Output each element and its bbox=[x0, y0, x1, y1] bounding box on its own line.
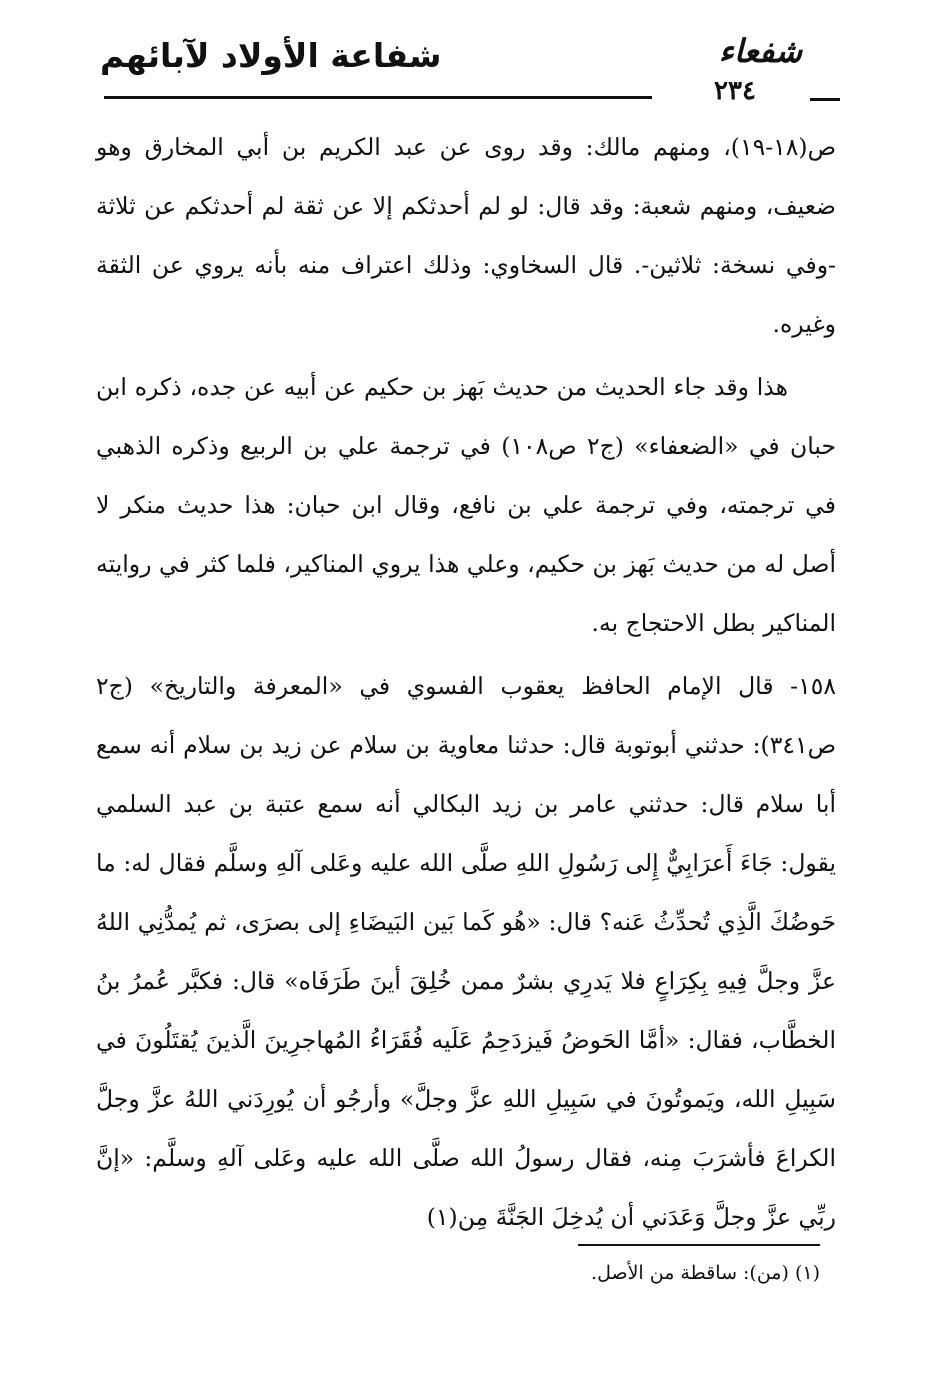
header-rule bbox=[104, 96, 652, 99]
footnote-rule bbox=[578, 1244, 820, 1246]
page-number: ٢٣٤ bbox=[714, 76, 756, 106]
paragraph-1: ص(١٨-١٩)، ومنهم مالك: وقد روى عن عبد الكريم بن أبي المخارق وهو ضعيف، ومنهم شعبة: وقد قال: لو لم أحدثكم إلا عن ثقة لم أحدثكم عن ثلاثة -وفي نسخة: ثلاثين-. قال السخاوي: وذلك اعتراف منه بأنه يروي عن الثقة وغيره. bbox=[96, 133, 836, 338]
paragraph-2: هذا وقد جاء الحديث من حديث بَهز بن حكيم عن أبيه عن جده، ذكره ابن حبان في «الضعفاء» (ج٢ ص١٠٨) في ترجمة علي بن الربيع وذكره الذهبي في ترجمته، وفي ترجمة علي بن نافع، وقال ابن حبان: هذا حديث منكر لا أصل له من حديث بَهز بن حكيم، وعلي هذا يروي المناكير، فلما كثر في روايته المناكير بطل الاحتجاج به. bbox=[96, 373, 836, 637]
paragraph-3: ١٥٨- قال الإمام الحافظ يعقوب الفسوي في «المعرفة والتاريخ» (ج٢ ص٣٤١): حدثني أبوتوبة قال: حدثنا معاوية بن سلام عن زيد بن سلام أنه سمع أبا سلام قال: حدثني عامر بن زيد البكالي أنه سمع عتبة بن عبد السلمي يقول: جَاءَ أَعرَابِيٌّ إِلى رَسُولِ اللهِ صلَّى الله عليه وعَلى آلهِ وسلَّم فقال له: ما حَوضُكَ الَّذِي تُحدِّثُ عَنه؟ قال: «هُو كَما بَين البَيضَاءِ إلى بصرَى، ثم يُمدُّنِي اللهُ عزَّ وجلَّ فِيهِ بِكِرَاعٍ فلا يَدرِي بشرٌ ممن خُلِقَ أينَ طَرَفَاه» قال: فكبَّر عُمرُ بنُ الخطَّاب، فقال: «أمَّا الحَوضُ فَيزدَحِمُ عَلَيه فُقَرَاءُ المُهاجرِينَ الَّذينَ يُقتَلُونَ في سَبِيلِ الله، ويَموتُونَ في سَبِيلِ اللهِ عزَّ وجلَّ» وأرجُو أن يُورِدَني اللهُ عزَّ وجلَّ الكراعَ فأشرَبَ مِنه، فقال رسولُ الله صلَّى الله عليه وعَلى آلهِ وسلَّم: «إنَّ ربِّي عزَّ وجلَّ وَعَدَني أن يُدخِلَ الجَنَّةَ مِن(١) bbox=[96, 672, 836, 1231]
running-header bbox=[100, 28, 840, 108]
series-logo: شفعاء bbox=[718, 32, 802, 70]
footnote: (١) (من): ساقطة من الأصل. bbox=[591, 1262, 820, 1284]
header-right-rule bbox=[810, 98, 840, 101]
book-title: شفاعة الأولاد لآبائهم bbox=[100, 36, 442, 75]
main-text bbox=[96, 118, 836, 1247]
